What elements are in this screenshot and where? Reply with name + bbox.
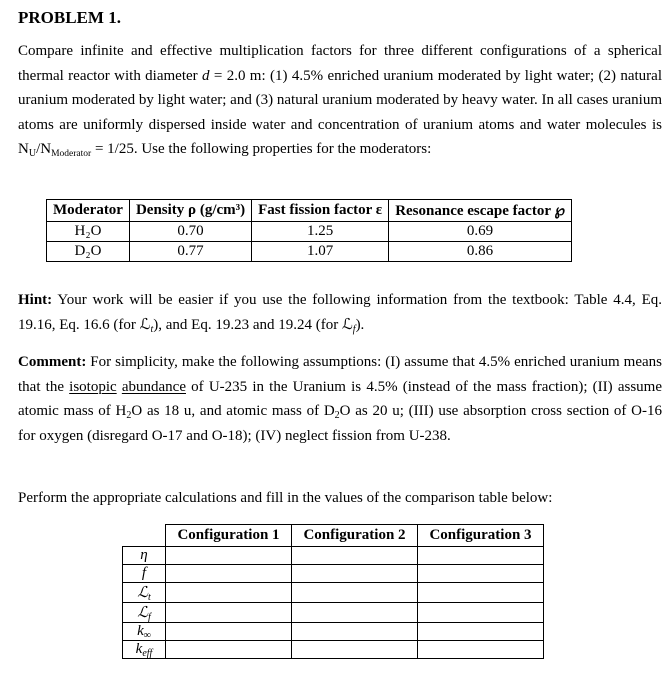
table-header-row xyxy=(123,525,544,547)
input-cell[interactable] xyxy=(166,583,292,603)
input-cell[interactable] xyxy=(166,623,292,641)
comment-paragraph: Comment: For simplicity, make the following assumptions: (I) assume that 4.5% enriched uranium means that the isotopic abundance of U-235 in the Uranium is 4.5% (instead of the mass fraction); (II) assume atomic mass of $H_2O$ as 18 u, and atomic mass of $D_2O$ as 20 u; (III) use absorption cross section of O-16 for oxygen (disregard O-17 and O-18); (IV) neglect fission from U-238. xyxy=(18,354,662,444)
header-config-3: Configuration 3 xyxy=(418,525,544,547)
symbol-kinf: $k_\infty$ xyxy=(123,623,166,641)
moderator-cell: H₂O xyxy=(47,222,130,242)
table-row-lf xyxy=(123,603,544,623)
header-moderator: Moderator xyxy=(47,200,130,222)
symbol-f: f xyxy=(123,565,166,583)
header-fast-fission: Fast fission factor ε xyxy=(252,200,389,222)
input-cell[interactable] xyxy=(292,565,418,583)
problem-statement: Compare infinite and effective multiplication factors for three different configurations of a spherical thermal reactor with diameter d = 2.0 m: (1) 4.5% enriched uranium moderated by light water; (2) natural uranium moderated by light water; and (3) natural uranium moderated by heavy water. In all cases uranium atoms are uniformly dispersed inside water and concentration of uranium atoms and water molecules is $N_U/N_{Moderator} = 1/25$. Use the following properties for the moderators: xyxy=(18,43,662,160)
header-resonance-escape: Resonance escape factor ℘ xyxy=(389,200,572,222)
table-row-lt xyxy=(123,583,544,603)
input-cell[interactable] xyxy=(292,547,418,565)
fast-fission-cell: 1.07 xyxy=(252,242,389,262)
symbol-lf: ℒ$_f$ xyxy=(123,603,166,623)
symbol-lt: ℒ$_t$ xyxy=(123,583,166,603)
table-row xyxy=(47,242,572,262)
header-config-2: Configuration 2 xyxy=(292,525,418,547)
hint-paragraph: Hint: Your work will be easier if you use the following information from the textbook: Table 4.4, Eq. 19.16, Eq. 16.6 (for ℒ$_t$), and Eq. 19.23 and 19.24 (for ℒ$_f$). xyxy=(18,292,662,335)
blank-corner xyxy=(123,525,166,547)
input-cell[interactable] xyxy=(166,603,292,623)
table-row-keff xyxy=(123,641,544,659)
input-cell[interactable] xyxy=(418,583,544,603)
input-cell[interactable] xyxy=(292,623,418,641)
input-cell[interactable] xyxy=(166,565,292,583)
fast-fission-cell: 1.25 xyxy=(252,222,389,242)
comment-label: Comment: xyxy=(18,354,87,370)
input-cell[interactable] xyxy=(166,641,292,659)
instruction-text: Perform the appropriate calculations and fill in the values of the comparison table below: xyxy=(18,490,553,506)
header-density: Density ρ (g/cm³) xyxy=(129,200,251,222)
symbol-eta: η xyxy=(123,547,166,565)
resonance-cell: 0.86 xyxy=(389,242,572,262)
table-row-eta xyxy=(123,547,544,565)
input-cell[interactable] xyxy=(418,641,544,659)
input-cell[interactable] xyxy=(418,547,544,565)
input-cell[interactable] xyxy=(292,583,418,603)
moderator-properties-table xyxy=(46,199,572,262)
table-header-row xyxy=(47,200,572,222)
table-row-f xyxy=(123,565,544,583)
input-cell[interactable] xyxy=(292,603,418,623)
input-cell[interactable] xyxy=(292,641,418,659)
density-cell: 0.77 xyxy=(129,242,251,262)
table-row xyxy=(47,222,572,242)
header-config-1: Configuration 1 xyxy=(166,525,292,547)
density-cell: 0.70 xyxy=(129,222,251,242)
table-row-kinf xyxy=(123,623,544,641)
input-cell[interactable] xyxy=(418,623,544,641)
comparison-table xyxy=(122,524,544,659)
input-cell[interactable] xyxy=(166,547,292,565)
input-cell[interactable] xyxy=(418,565,544,583)
resonance-cell: 0.69 xyxy=(389,222,572,242)
hint-label: Hint: xyxy=(18,292,53,308)
problem-title: PROBLEM 1. xyxy=(18,8,121,27)
symbol-keff: $k_{eff}$ xyxy=(123,641,166,659)
input-cell[interactable] xyxy=(418,603,544,623)
moderator-cell: D₂O xyxy=(47,242,130,262)
